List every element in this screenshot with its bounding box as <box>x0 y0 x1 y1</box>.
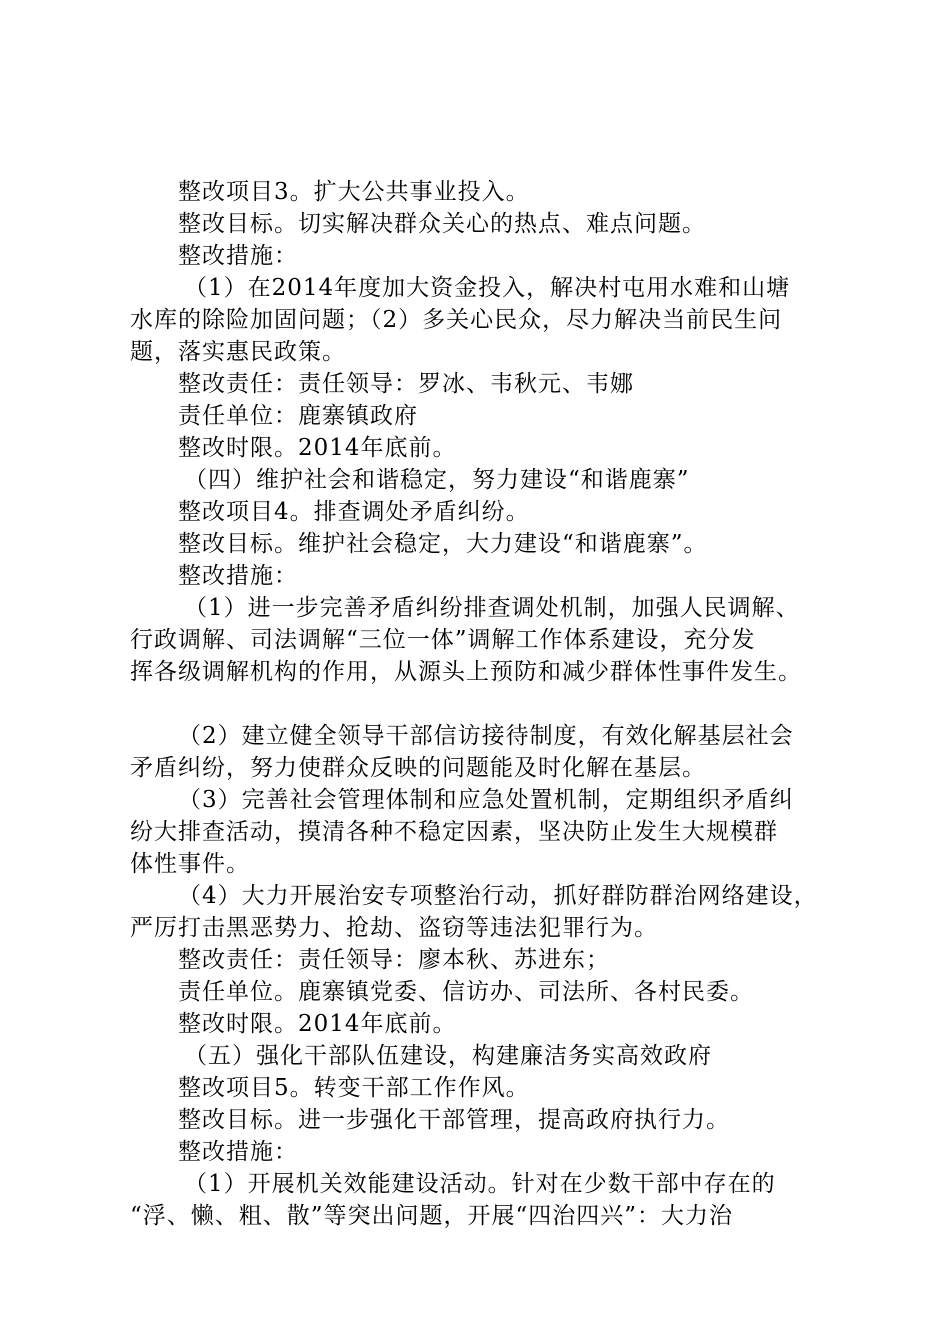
item3-title: 整改项目3。扩大公共事业投入。 <box>178 179 530 205</box>
item3-deadline: 整改时限。2014年底前。 <box>178 435 457 461</box>
item3-goal: 整改目标。切实解决群众关心的热点、难点问题。 <box>178 211 706 237</box>
item3-measures-label: 整改措施： <box>178 243 298 269</box>
item5-measures-label: 整改措施： <box>178 1139 298 1165</box>
paragraph-line: （3）完善社会管理体制和应急处置机制，定期组织矛盾纠 <box>178 787 794 813</box>
item4-goal: 整改目标。维护社会稳定，大力建设“和谐鹿寨”。 <box>178 531 708 557</box>
paragraph-line: （4）大力开展治安专项整治行动，抓好群防群治网络建设， <box>178 883 818 909</box>
item4-title: 整改项目4。排查调处矛盾纠纷。 <box>178 499 530 525</box>
paragraph-line: 水库的除险加固问题；（2）多关心民众，尽力解决当前民生问 <box>130 307 783 333</box>
paragraph-line: （1）进一步完善矛盾纠纷排查调处机制，加强人民调解、 <box>184 595 800 621</box>
paragraph-line: （1）开展机关效能建设活动。针对在少数干部中存在的 <box>184 1171 776 1197</box>
item4-unit: 责任单位。鹿寨镇党委、信访办、司法所、各村民委。 <box>178 979 754 1005</box>
paragraph-line: 矛盾纠纷，努力使群众反映的问题能及时化解在基层。 <box>130 755 706 781</box>
item5-title: 整改项目5。转变干部工作作风。 <box>178 1075 530 1101</box>
paragraph-line: “浮、懒、粗、散”等突出问题，开展“四治四兴”：大力治 <box>130 1203 734 1229</box>
item3-unit: 责任单位：鹿寨镇政府 <box>178 403 418 429</box>
section-heading-4: （四）维护社会和谐稳定，努力建设“和谐鹿寨” <box>184 467 690 493</box>
paragraph-line: （2）建立健全领导干部信访接待制度，有效化解基层社会 <box>178 723 794 749</box>
paragraph-line: 题，落实惠民政策。 <box>130 339 346 365</box>
item5-goal: 整改目标。进一步强化干部管理，提高政府执行力。 <box>178 1107 730 1133</box>
paragraph-line: 挥各级调解机构的作用，从源头上预防和减少群体性事件发生。 <box>130 659 802 685</box>
paragraph-line: （1）在2014年度加大资金投入，解决村屯用水难和山塘 <box>184 275 791 301</box>
section-heading-5: （五）强化干部队伍建设，构建廉洁务实高效政府 <box>184 1043 712 1069</box>
item4-measures-label: 整改措施： <box>178 563 298 589</box>
paragraph-line: 行政调解、司法调解“三位一体”调解工作体系建设，充分发 <box>130 627 756 653</box>
item3-responsibility: 整改责任：责任领导：罗冰、韦秋元、韦娜 <box>178 371 634 397</box>
paragraph-line: 体性事件。 <box>130 851 250 877</box>
paragraph-line: 严厉打击黑恶势力、抢劫、盗窃等违法犯罪行为。 <box>130 915 658 941</box>
item4-responsibility: 整改责任：责任领导：廖本秋、苏进东； <box>178 947 610 973</box>
item4-deadline: 整改时限。2014年底前。 <box>178 1011 457 1037</box>
paragraph-line: 纷大排查活动，摸清各种不稳定因素，坚决防止发生大规模群 <box>130 819 778 845</box>
